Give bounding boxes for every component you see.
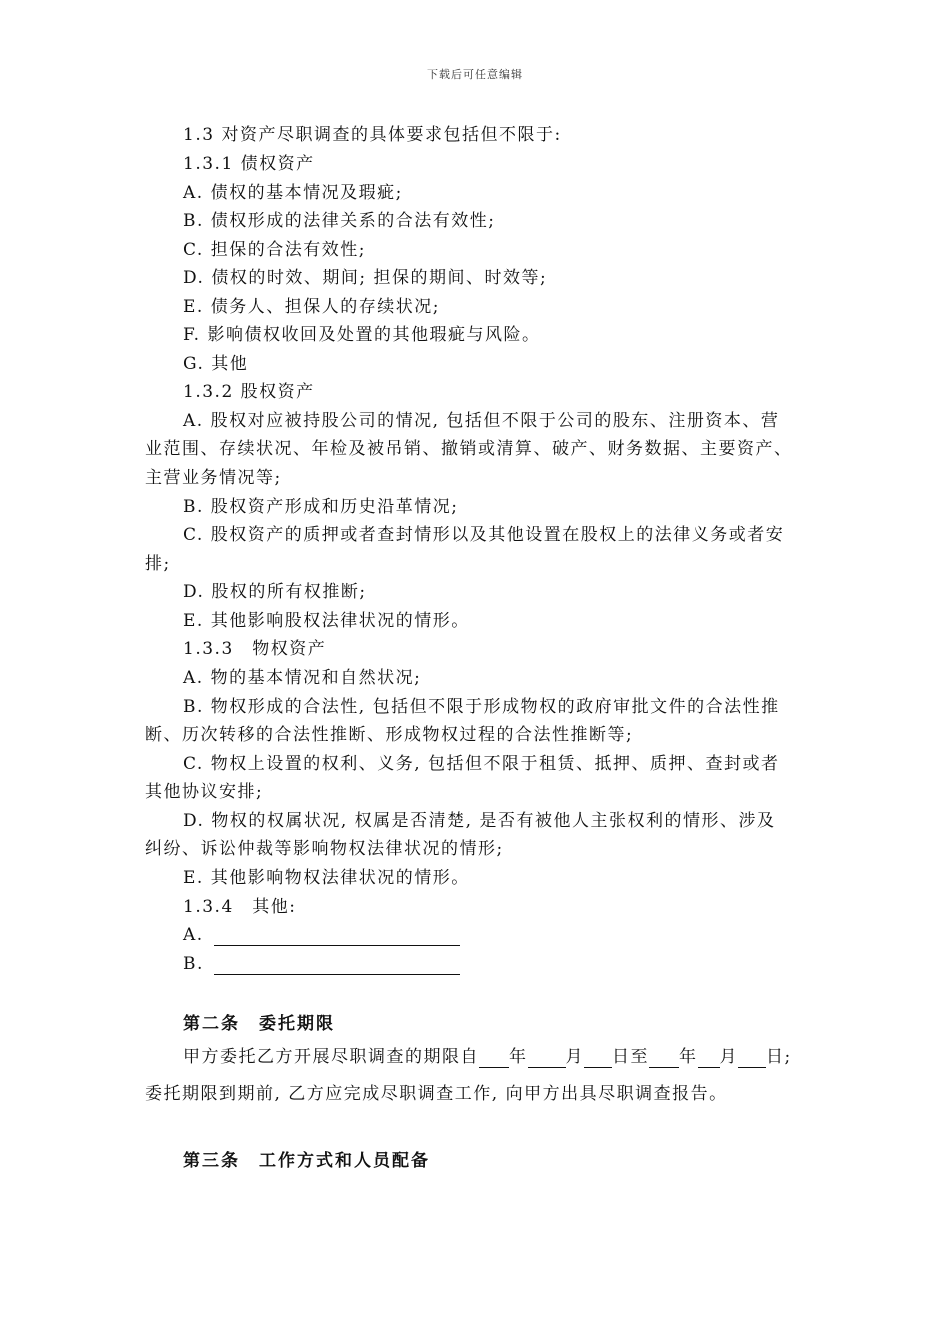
debt-item-c: C. 担保的合法有效性; xyxy=(183,240,366,260)
equity-item-c-line2: 排; xyxy=(145,554,171,574)
equity-item-a-line2: 业范围、存续状况、年检及被吊销、撤销或清算、破产、财务数据、主要资产、 xyxy=(145,439,793,459)
property-item-c-line2: 其他协议安排; xyxy=(145,782,264,802)
article-3-title: 第三条 工作方式和人员配备 xyxy=(183,1151,430,1171)
end-year-unit: 年 xyxy=(679,1047,698,1067)
end-month-blank[interactable] xyxy=(698,1049,720,1068)
property-item-c-line1: C. 物权上设置的权利、义务, 包括但不限于租赁、抵押、质押、查封或者 xyxy=(183,754,780,774)
property-item-d-line2: 纠纷、诉讼仲裁等影响物权法律状况的情形; xyxy=(145,839,504,859)
end-year-blank[interactable] xyxy=(649,1049,679,1068)
end-month-unit: 月 xyxy=(719,1047,738,1067)
debt-item-a: A. 债权的基本情况及瑕疵; xyxy=(183,183,403,203)
other-item-b xyxy=(183,953,460,975)
other-item-b-label: B. xyxy=(183,954,204,974)
end-day-blank[interactable] xyxy=(738,1049,766,1068)
property-item-b-line2: 断、历次转移的合法性推断、形成物权过程的合法性推断等; xyxy=(145,725,634,745)
property-item-d-line1: D. 物权的权属状况, 权属是否清楚, 是否有被他人主张权利的情形、涉及 xyxy=(183,811,776,831)
equity-item-a-line3: 主营业务情况等; xyxy=(145,468,282,488)
debt-item-e: E. 债务人、担保人的存续状况; xyxy=(183,297,440,317)
start-day-blank[interactable] xyxy=(584,1049,612,1068)
period-intro: 甲方委托乙方开展尽职调查的期限自 xyxy=(183,1047,479,1067)
equity-assets-title: 1.3.2 股权资产 xyxy=(183,382,315,402)
start-month-blank[interactable] xyxy=(528,1049,566,1068)
property-item-a: A. 物的基本情况和自然状况; xyxy=(183,668,422,688)
property-assets-title: 1.3.3 物权资产 xyxy=(183,639,327,659)
debt-item-d: D. 债权的时效、期间; 担保的期间、时效等; xyxy=(183,268,548,288)
article-2-period-line xyxy=(183,1046,792,1068)
equity-item-c-line1: C. 股权资产的质押或者查封情形以及其他设置在股权上的法律义务或者安 xyxy=(183,525,785,545)
equity-item-b: B. 股权资产形成和历史沿革情况; xyxy=(183,497,459,517)
property-item-e: E. 其他影响物权法律状况的情形。 xyxy=(183,868,470,888)
other-item-a-blank[interactable] xyxy=(214,927,460,946)
start-day-unit: 日至 xyxy=(612,1047,649,1067)
equity-item-e: E. 其他影响股权法律状况的情形。 xyxy=(183,611,470,631)
other-item-a-label: A. xyxy=(183,925,204,945)
equity-item-a-line1: A. 股权对应被持股公司的情况, 包括但不限于公司的股东、注册资本、营 xyxy=(183,411,780,431)
debt-assets-title: 1.3.1 债权资产 xyxy=(183,154,315,174)
other-assets-title: 1.3.4 其他: xyxy=(183,897,297,917)
debt-item-f: F. 影响债权收回及处置的其他瑕疵与风险。 xyxy=(183,325,541,345)
debt-item-b: B. 债权形成的法律关系的合法有效性; xyxy=(183,211,496,231)
article-2-report-line: 委托期限到期前, 乙方应完成尽职调查工作, 向甲方出具尽职调查报告。 xyxy=(145,1084,728,1104)
start-year-unit: 年 xyxy=(509,1047,528,1067)
property-item-b-line1: B. 物权形成的合法性, 包括但不限于形成物权的政府审批文件的合法性推 xyxy=(183,697,780,717)
article-2-title: 第二条 委托期限 xyxy=(183,1014,335,1034)
start-year-blank[interactable] xyxy=(479,1049,509,1068)
page-header-note: 下载后可任意编辑 xyxy=(427,68,523,81)
other-item-a xyxy=(183,924,460,946)
start-month-unit: 月 xyxy=(565,1047,584,1067)
debt-item-g: G. 其他 xyxy=(183,354,249,374)
other-item-b-blank[interactable] xyxy=(214,956,460,975)
equity-item-d: D. 股权的所有权推断; xyxy=(183,582,367,602)
section-1-3-title: 1.3 对资产尽职调查的具体要求包括但不限于: xyxy=(183,125,562,145)
end-day-unit: 日; xyxy=(766,1047,792,1067)
